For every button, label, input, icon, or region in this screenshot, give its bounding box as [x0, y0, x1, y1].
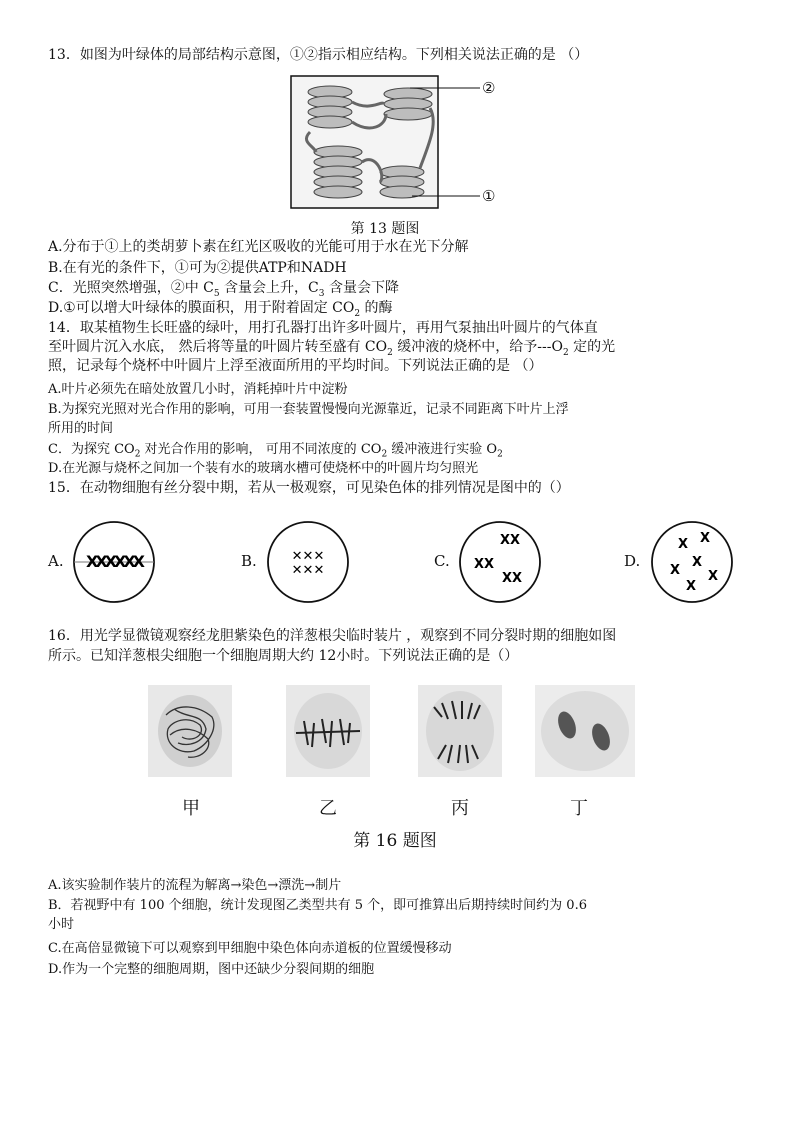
cell-a-diagram [70, 518, 160, 608]
q15-label-a: A. [48, 552, 64, 570]
q13-stem: 13．如图为叶绿体的局部结构示意图，①②指示相应结构。下列相关说法正确的是 （） [48, 47, 589, 63]
q16-option-a: A.该实验制作装片的流程为解离→染色→漂洗→制片 [48, 878, 342, 893]
svg-text:XX: XX [473, 557, 495, 572]
q16-option-c: C.在高倍显微镜下可以观察到甲细胞中染色体向赤道板的位置缓慢移动 [48, 941, 452, 956]
cell-bing-photo [418, 685, 502, 777]
label-2: ② [482, 79, 496, 97]
svg-text:X: X [708, 569, 719, 584]
cell-c-diagram [456, 518, 546, 608]
svg-text:✕✕✕: ✕✕✕ [291, 549, 325, 564]
cell-jia-photo [148, 685, 232, 777]
q14-option-b-line2: 所用的时间 [48, 421, 114, 436]
cell-b-diagram [264, 518, 354, 608]
q14-option-c: C．为探究 $CO_2$ 对光合作用的影响， 可用不同浓度的 $CO_2$ 缓冲液进行实验 $O_2$ [48, 442, 503, 460]
q13-option-d: D.①可以增大叶绿体的膜面积，用于附着固定 $CO_2$ 的酶 [48, 300, 393, 319]
svg-text:X: X [692, 555, 703, 570]
q13-option-b: B.在有光的条件下，①可为②提供ATP和NADH [48, 260, 347, 276]
cell-label-jia: 甲 [182, 798, 200, 819]
label-1: ① [482, 187, 496, 205]
q15-label-b: B. [241, 552, 257, 570]
q14-option-a: A.叶片必须先在暗处放置几小时，消耗掉叶片中淀粉 [48, 382, 348, 397]
q16-option-b-line1: B．若视野中有 100 个细胞，统计发现图乙类型共有 5 个，即可推算出后期持续时间约为 0.6 [48, 898, 587, 913]
q16-stem-line1: 16．用光学显微镜观察经龙胆紫染色的洋葱根尖临时装片 ，观察到不同分裂时期的细胞如图 [48, 628, 617, 644]
cell-ding-photo [535, 685, 635, 777]
svg-text:X: X [678, 537, 689, 552]
cell-yi-photo [286, 685, 370, 777]
q15-stem: 15．在动物细胞有丝分裂中期，若从一极观察，可见染色体的排列情况是图中的（） [48, 480, 570, 496]
q16-caption: 第 16 题图 [353, 831, 437, 851]
cell-label-ding: 丁 [570, 798, 588, 819]
q16-stem-line2: 所示。已知洋葱根尖细胞一个细胞周期大约 12小时。下列说法正确的是（） [48, 648, 519, 664]
q16-option-d: D.作为一个完整的细胞周期，图中还缺少分裂间期的细胞 [48, 962, 375, 977]
q14-stem-line2: 至叶圆片沉入水底， 然后将等量的叶圆片转至盛有 $CO_2$ 缓冲液的烧杯中，给予$---O_2$ 定的光 [48, 339, 616, 358]
svg-text:X: X [670, 563, 681, 578]
cell-d-diagram [648, 518, 738, 608]
cell-label-yi: 乙 [319, 798, 337, 819]
q13-option-a: A.分布于①上的类胡萝卜素在红光区吸收的光能可用于水在光下分解 [48, 239, 469, 255]
q14-stem-line3: 照，记录每个烧杯中叶圆片上浮至液面所用的平均时间。下列说法正确的是 （） [48, 358, 543, 374]
q14-option-d: D.在光源与烧杯之间加一个装有水的玻璃水槽可使烧杯中的叶圆片均匀照光 [48, 461, 479, 476]
svg-text:XX: XX [501, 571, 523, 586]
q16-option-b-line2: 小时 [48, 917, 75, 932]
q15-label-c: C. [434, 552, 450, 570]
svg-text:ХХХХХХ: ХХХХХХ [85, 552, 143, 571]
svg-text:✕✕✕: ✕✕✕ [291, 563, 325, 578]
svg-text:X: X [686, 579, 697, 594]
svg-text:X: X [700, 531, 711, 546]
q14-option-b-line1: B.为探究光照对光合作用的影响，可用一套装置慢慢向光源靠近，记录不同距离下叶片上浮 [48, 402, 569, 417]
cell-label-bing: 丙 [451, 798, 469, 819]
q15-label-d: D. [624, 552, 641, 570]
svg-text:XX: XX [499, 533, 521, 548]
q14-stem-line1: 14．取某植物生长旺盛的绿叶，用打孔器打出许多叶圆片，再用气泵抽出叶圆片的气体直 [48, 320, 598, 336]
q13-option-c: C．光照突然增强，②中 $C_5$ 含量会上升，$C_3$ 含量会下降 [48, 280, 399, 299]
q13-caption: 第 13 题图 [350, 221, 420, 237]
